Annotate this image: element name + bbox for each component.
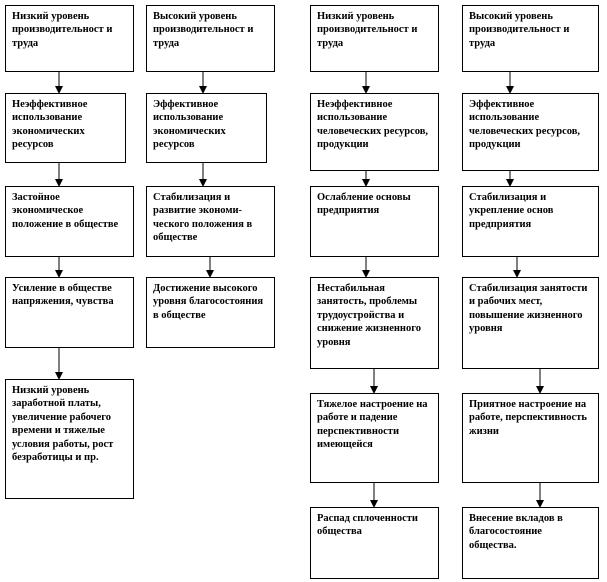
- col2-box3: [146, 186, 275, 257]
- col2-box1: [146, 5, 275, 72]
- col3-box1: [310, 5, 439, 72]
- col1-box3: [5, 186, 134, 257]
- col3-box2: [310, 93, 439, 171]
- col3-box5: [310, 393, 439, 483]
- col3-box3: [310, 186, 439, 257]
- col3-box6: [310, 507, 439, 579]
- col4-box1: [462, 5, 599, 72]
- col3-box4: [310, 277, 439, 369]
- col2-box4-text: Достижение высокого уровня благосостояния в обществе: [153, 283, 264, 321]
- col1-box1: [5, 5, 134, 72]
- col2-box3-text: Стабилизация и развитие экономи-ческого положения в обществе: [153, 192, 253, 244]
- col2-box4: [146, 277, 275, 348]
- col4-box6-text: Внесение вкладов в благосостояние общества.: [469, 513, 563, 551]
- col1-box4: [5, 277, 134, 348]
- col2-box1-text: Высокий уровень производительност и труда: [153, 11, 254, 49]
- col3-box3-text: Ослабление основы предприятия: [317, 192, 411, 217]
- col3-box4-text: Нестабильная занятость, проблемы трудоустройства и снижение жизненного уровня: [317, 283, 421, 348]
- col4-box2: [462, 93, 599, 171]
- col4-box5-text: Приятное настроение на работе, перспективность жизни: [469, 399, 587, 437]
- col4-box1-text: Высокий уровень производительност и труда: [469, 11, 570, 49]
- col3-box2-text: Неэффективное использование человеческих ресурсов, продукции: [317, 99, 429, 151]
- col2-box2: [146, 93, 267, 163]
- col1-box5-text: Низкий уровень заработной платы, увеличение рабочего времени и тяжелые условия работы, рост безработицы и пр.: [12, 385, 114, 464]
- col4-box3: [462, 186, 599, 257]
- col3-box5-text: Тяжелое настроение на работе и падение перспективности имеющейся: [317, 399, 428, 451]
- col4-box4: [462, 277, 599, 369]
- col4-box5: [462, 393, 599, 483]
- col2-box2-text: Эффективное использование экономических ресурсов: [153, 99, 226, 151]
- col4-box2-text: Эффективное использование человеческих ресурсов, продукции: [469, 99, 581, 151]
- col4-box6: [462, 507, 599, 579]
- col4-box3-text: Стабилизация и укрепление основ предприятия: [469, 192, 554, 230]
- col3-box1-text: Низкий уровень производительност и труда: [317, 11, 418, 49]
- col1-box1-text: Низкий уровень производительност и труда: [12, 11, 113, 49]
- col3-box6-text: Распад сплоченности общества: [317, 513, 418, 538]
- col4-box4-text: Стабилизация занятости и рабочих мест, повышение жизненного уровня: [469, 283, 588, 335]
- col1-box2-text: Неэффективное использование экономических ресурсов: [12, 99, 88, 151]
- col1-box5: [5, 379, 134, 499]
- col1-box3-text: Застойное экономическое положение в обществе: [12, 192, 119, 230]
- col1-box2: [5, 93, 126, 163]
- col1-box4-text: Усиление в обществе напряжения, чувства: [12, 283, 114, 308]
